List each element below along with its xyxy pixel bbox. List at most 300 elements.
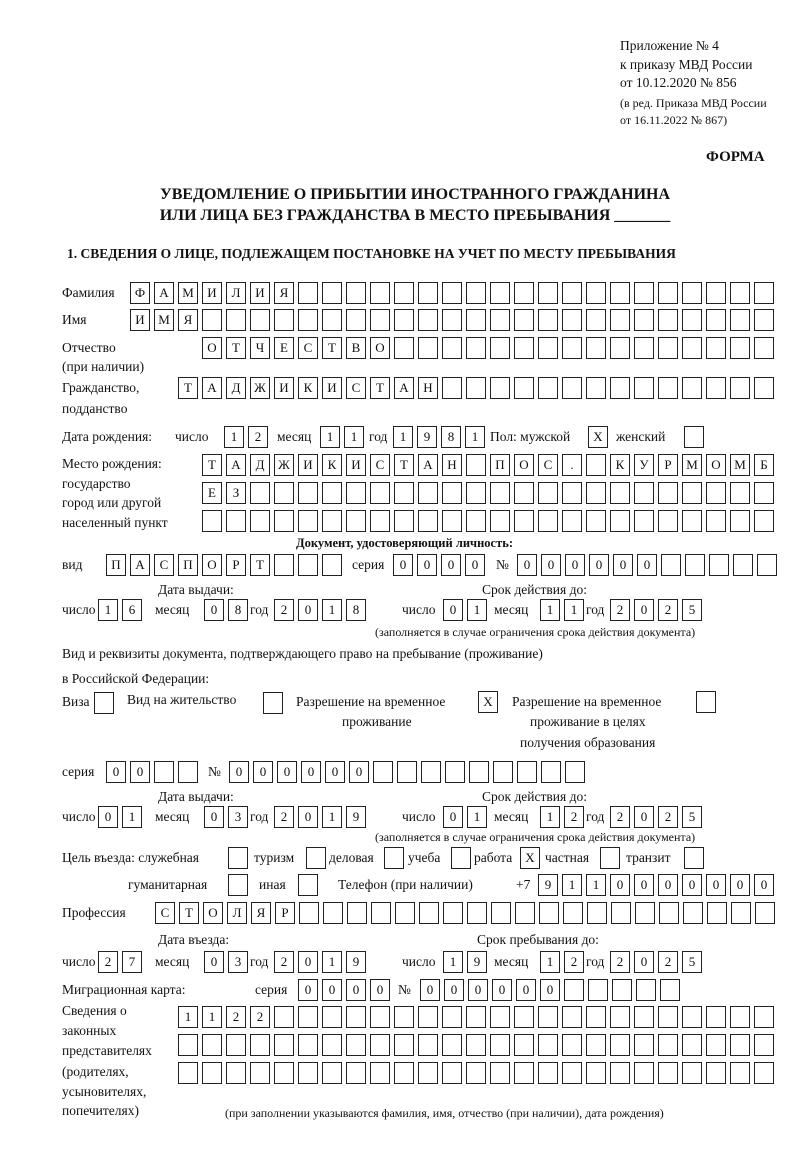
- char-cell[interactable]: [706, 1034, 726, 1056]
- stay-month-field[interactable]: [540, 951, 584, 973]
- char-cell[interactable]: Б: [754, 454, 774, 476]
- char-cell[interactable]: [322, 309, 342, 331]
- char-cell[interactable]: [491, 902, 511, 924]
- purpose-service-checkbox[interactable]: [228, 847, 248, 869]
- char-cell[interactable]: [226, 1034, 246, 1056]
- char-cell[interactable]: [706, 482, 726, 504]
- char-cell[interactable]: 9: [346, 806, 366, 828]
- char-cell[interactable]: [346, 482, 366, 504]
- char-cell[interactable]: [228, 874, 248, 896]
- char-cell[interactable]: [298, 874, 318, 896]
- doc-type-field[interactable]: [106, 554, 342, 576]
- char-cell[interactable]: [250, 482, 270, 504]
- char-cell[interactable]: [755, 902, 775, 924]
- char-cell[interactable]: [394, 1034, 414, 1056]
- char-cell[interactable]: [394, 337, 414, 359]
- permit-valid-year[interactable]: [610, 806, 702, 828]
- char-cell[interactable]: [370, 1034, 390, 1056]
- char-cell[interactable]: 0: [637, 554, 657, 576]
- char-cell[interactable]: [274, 1034, 294, 1056]
- char-cell[interactable]: 8: [346, 599, 366, 621]
- char-cell[interactable]: [298, 1062, 318, 1084]
- char-cell[interactable]: 2: [564, 951, 584, 973]
- char-cell[interactable]: [274, 1006, 294, 1028]
- char-cell[interactable]: [730, 282, 750, 304]
- char-cell[interactable]: [682, 1006, 702, 1028]
- char-cell[interactable]: Н: [442, 454, 462, 476]
- char-cell[interactable]: [298, 554, 318, 576]
- char-cell[interactable]: 0: [682, 874, 702, 896]
- char-cell[interactable]: [612, 979, 632, 1001]
- char-cell[interactable]: [706, 337, 726, 359]
- char-cell[interactable]: С: [154, 554, 174, 576]
- entry-year-field[interactable]: [274, 951, 366, 973]
- char-cell[interactable]: [562, 377, 582, 399]
- char-cell[interactable]: 0: [443, 806, 463, 828]
- char-cell[interactable]: [634, 309, 654, 331]
- representatives-row-1[interactable]: [178, 1006, 774, 1028]
- char-cell[interactable]: 0: [754, 874, 774, 896]
- char-cell[interactable]: О: [202, 554, 222, 576]
- char-cell[interactable]: [658, 1062, 678, 1084]
- char-cell[interactable]: [419, 902, 439, 924]
- char-cell[interactable]: 0: [98, 806, 118, 828]
- permit-valid-month[interactable]: [540, 806, 584, 828]
- char-cell[interactable]: [466, 482, 486, 504]
- char-cell[interactable]: [370, 282, 390, 304]
- char-cell[interactable]: 2: [248, 426, 268, 448]
- char-cell[interactable]: [706, 1062, 726, 1084]
- phone-field[interactable]: [538, 874, 774, 896]
- char-cell[interactable]: С: [370, 454, 390, 476]
- char-cell[interactable]: [250, 510, 270, 532]
- char-cell[interactable]: [442, 1034, 462, 1056]
- char-cell[interactable]: Д: [250, 454, 270, 476]
- char-cell[interactable]: Т: [178, 377, 198, 399]
- char-cell[interactable]: 0: [730, 874, 750, 896]
- char-cell[interactable]: [178, 1034, 198, 1056]
- char-cell[interactable]: [514, 377, 534, 399]
- char-cell[interactable]: .: [562, 454, 582, 476]
- char-cell[interactable]: 1: [586, 874, 606, 896]
- char-cell[interactable]: [706, 377, 726, 399]
- permit-number-field[interactable]: [229, 761, 585, 783]
- char-cell[interactable]: [658, 482, 678, 504]
- char-cell[interactable]: 0: [610, 874, 630, 896]
- char-cell[interactable]: [541, 761, 561, 783]
- char-cell[interactable]: 1: [562, 874, 582, 896]
- char-cell[interactable]: С: [298, 337, 318, 359]
- char-cell[interactable]: 2: [610, 806, 630, 828]
- char-cell[interactable]: [490, 482, 510, 504]
- char-cell[interactable]: 1: [320, 426, 340, 448]
- patronymic-field[interactable]: [202, 337, 774, 359]
- char-cell[interactable]: 1: [98, 599, 118, 621]
- purpose-other-checkbox[interactable]: [298, 874, 318, 896]
- char-cell[interactable]: 1: [467, 806, 487, 828]
- char-cell[interactable]: 0: [589, 554, 609, 576]
- char-cell[interactable]: [466, 309, 486, 331]
- char-cell[interactable]: [682, 377, 702, 399]
- migration-series-field[interactable]: [298, 979, 390, 1001]
- char-cell[interactable]: [469, 761, 489, 783]
- char-cell[interactable]: 2: [274, 951, 294, 973]
- char-cell[interactable]: [730, 377, 750, 399]
- char-cell[interactable]: 0: [130, 761, 150, 783]
- char-cell[interactable]: 0: [346, 979, 366, 1001]
- char-cell[interactable]: [346, 510, 366, 532]
- char-cell[interactable]: [418, 309, 438, 331]
- char-cell[interactable]: [754, 377, 774, 399]
- char-cell[interactable]: О: [370, 337, 390, 359]
- char-cell[interactable]: 8: [228, 599, 248, 621]
- char-cell[interactable]: [394, 1062, 414, 1084]
- char-cell[interactable]: [298, 1034, 318, 1056]
- char-cell[interactable]: Р: [226, 554, 246, 576]
- char-cell[interactable]: Т: [394, 454, 414, 476]
- purpose-private-checkbox[interactable]: [600, 847, 620, 869]
- char-cell[interactable]: [514, 510, 534, 532]
- char-cell[interactable]: А: [130, 554, 150, 576]
- residence-checkbox[interactable]: [263, 692, 283, 714]
- purpose-work-checkbox[interactable]: [520, 847, 540, 869]
- issue-month-field[interactable]: [204, 599, 248, 621]
- char-cell[interactable]: [514, 1062, 534, 1084]
- char-cell[interactable]: [586, 510, 606, 532]
- char-cell[interactable]: [754, 309, 774, 331]
- profession-field[interactable]: [155, 902, 775, 924]
- char-cell[interactable]: [539, 902, 559, 924]
- char-cell[interactable]: [586, 337, 606, 359]
- char-cell[interactable]: [562, 482, 582, 504]
- char-cell[interactable]: [709, 554, 729, 576]
- char-cell[interactable]: 1: [322, 806, 342, 828]
- visa-checkbox[interactable]: [94, 692, 114, 714]
- char-cell[interactable]: Я: [251, 902, 271, 924]
- char-cell[interactable]: [706, 1006, 726, 1028]
- char-cell[interactable]: [466, 1062, 486, 1084]
- char-cell[interactable]: 9: [538, 874, 558, 896]
- char-cell[interactable]: [538, 282, 558, 304]
- char-cell[interactable]: Л: [226, 282, 246, 304]
- char-cell[interactable]: М: [682, 454, 702, 476]
- char-cell[interactable]: [373, 761, 393, 783]
- char-cell[interactable]: [490, 377, 510, 399]
- char-cell[interactable]: 0: [441, 554, 461, 576]
- char-cell[interactable]: М: [730, 454, 750, 476]
- char-cell[interactable]: [395, 902, 415, 924]
- char-cell[interactable]: [754, 1062, 774, 1084]
- purpose-tourism-checkbox[interactable]: [306, 847, 326, 869]
- char-cell[interactable]: П: [178, 554, 198, 576]
- char-cell[interactable]: 0: [325, 761, 345, 783]
- char-cell[interactable]: 1: [122, 806, 142, 828]
- char-cell[interactable]: [442, 377, 462, 399]
- char-cell[interactable]: [707, 902, 727, 924]
- char-cell[interactable]: О: [202, 337, 222, 359]
- char-cell[interactable]: [514, 282, 534, 304]
- char-cell[interactable]: О: [706, 454, 726, 476]
- birth-year-field[interactable]: [393, 426, 485, 448]
- char-cell[interactable]: [466, 454, 486, 476]
- char-cell[interactable]: [586, 454, 606, 476]
- char-cell[interactable]: [600, 847, 620, 869]
- char-cell[interactable]: [154, 761, 174, 783]
- char-cell[interactable]: [466, 510, 486, 532]
- purpose-humanitarian-checkbox[interactable]: [228, 874, 248, 896]
- char-cell[interactable]: [347, 902, 367, 924]
- char-cell[interactable]: И: [130, 309, 150, 331]
- name-field[interactable]: [130, 309, 774, 331]
- char-cell[interactable]: С: [155, 902, 175, 924]
- char-cell[interactable]: 5: [682, 806, 702, 828]
- char-cell[interactable]: [562, 337, 582, 359]
- char-cell[interactable]: [490, 1034, 510, 1056]
- char-cell[interactable]: К: [610, 454, 630, 476]
- char-cell[interactable]: 0: [393, 554, 413, 576]
- char-cell[interactable]: 0: [204, 599, 224, 621]
- char-cell[interactable]: [394, 482, 414, 504]
- char-cell[interactable]: [562, 1062, 582, 1084]
- char-cell[interactable]: П: [106, 554, 126, 576]
- representatives-row-2[interactable]: [178, 1034, 774, 1056]
- char-cell[interactable]: [634, 1062, 654, 1084]
- char-cell[interactable]: Е: [202, 482, 222, 504]
- birthplace-row-1[interactable]: [202, 454, 774, 476]
- char-cell[interactable]: [370, 309, 390, 331]
- char-cell[interactable]: [586, 309, 606, 331]
- char-cell[interactable]: А: [202, 377, 222, 399]
- char-cell[interactable]: [706, 309, 726, 331]
- char-cell[interactable]: 0: [204, 951, 224, 973]
- char-cell[interactable]: [730, 482, 750, 504]
- char-cell[interactable]: [563, 902, 583, 924]
- char-cell[interactable]: [228, 847, 248, 869]
- char-cell[interactable]: [466, 282, 486, 304]
- char-cell[interactable]: [451, 847, 471, 869]
- char-cell[interactable]: [658, 1034, 678, 1056]
- char-cell[interactable]: [298, 282, 318, 304]
- char-cell[interactable]: [94, 692, 114, 714]
- char-cell[interactable]: 9: [417, 426, 437, 448]
- char-cell[interactable]: [635, 902, 655, 924]
- char-cell[interactable]: 2: [658, 806, 678, 828]
- char-cell[interactable]: 5: [682, 951, 702, 973]
- char-cell[interactable]: 1: [465, 426, 485, 448]
- char-cell[interactable]: [346, 282, 366, 304]
- char-cell[interactable]: И: [202, 282, 222, 304]
- char-cell[interactable]: [490, 309, 510, 331]
- char-cell[interactable]: 2: [250, 1006, 270, 1028]
- char-cell[interactable]: [610, 510, 630, 532]
- char-cell[interactable]: [394, 282, 414, 304]
- char-cell[interactable]: [514, 1006, 534, 1028]
- char-cell[interactable]: 0: [370, 979, 390, 1001]
- char-cell[interactable]: [634, 510, 654, 532]
- char-cell[interactable]: 1: [540, 599, 560, 621]
- male-checkbox[interactable]: [588, 426, 608, 448]
- char-cell[interactable]: 1: [393, 426, 413, 448]
- char-cell[interactable]: 3: [228, 806, 248, 828]
- char-cell[interactable]: [538, 337, 558, 359]
- char-cell[interactable]: И: [322, 377, 342, 399]
- char-cell[interactable]: [274, 1062, 294, 1084]
- char-cell[interactable]: И: [346, 454, 366, 476]
- char-cell[interactable]: Ж: [274, 454, 294, 476]
- char-cell[interactable]: X: [588, 426, 608, 448]
- char-cell[interactable]: 0: [634, 599, 654, 621]
- char-cell[interactable]: [683, 902, 703, 924]
- char-cell[interactable]: [754, 337, 774, 359]
- char-cell[interactable]: [658, 282, 678, 304]
- char-cell[interactable]: [493, 761, 513, 783]
- char-cell[interactable]: [370, 1062, 390, 1084]
- char-cell[interactable]: [684, 847, 704, 869]
- char-cell[interactable]: [682, 1062, 702, 1084]
- char-cell[interactable]: [202, 1062, 222, 1084]
- char-cell[interactable]: [634, 282, 654, 304]
- char-cell[interactable]: У: [634, 454, 654, 476]
- char-cell[interactable]: [730, 510, 750, 532]
- stay-year-field[interactable]: [610, 951, 702, 973]
- char-cell[interactable]: [298, 1006, 318, 1028]
- char-cell[interactable]: [658, 337, 678, 359]
- permit-series-field[interactable]: [106, 761, 198, 783]
- char-cell[interactable]: [384, 847, 404, 869]
- char-cell[interactable]: [754, 1006, 774, 1028]
- char-cell[interactable]: [370, 1006, 390, 1028]
- char-cell[interactable]: [299, 902, 319, 924]
- char-cell[interactable]: О: [514, 454, 534, 476]
- char-cell[interactable]: [250, 309, 270, 331]
- char-cell[interactable]: [490, 282, 510, 304]
- female-checkbox[interactable]: [684, 426, 704, 448]
- char-cell[interactable]: X: [478, 691, 498, 713]
- char-cell[interactable]: [514, 482, 534, 504]
- char-cell[interactable]: Е: [274, 337, 294, 359]
- char-cell[interactable]: А: [154, 282, 174, 304]
- char-cell[interactable]: 1: [344, 426, 364, 448]
- char-cell[interactable]: 0: [204, 806, 224, 828]
- char-cell[interactable]: [754, 510, 774, 532]
- char-cell[interactable]: 1: [540, 806, 560, 828]
- stay-day-field[interactable]: [443, 951, 487, 973]
- char-cell[interactable]: [586, 482, 606, 504]
- char-cell[interactable]: [274, 309, 294, 331]
- char-cell[interactable]: [682, 309, 702, 331]
- char-cell[interactable]: 0: [106, 761, 126, 783]
- char-cell[interactable]: [538, 309, 558, 331]
- char-cell[interactable]: [685, 554, 705, 576]
- char-cell[interactable]: [442, 282, 462, 304]
- char-cell[interactable]: [394, 1006, 414, 1028]
- char-cell[interactable]: 0: [706, 874, 726, 896]
- char-cell[interactable]: И: [250, 282, 270, 304]
- char-cell[interactable]: 2: [610, 951, 630, 973]
- char-cell[interactable]: К: [298, 377, 318, 399]
- permit-issue-day[interactable]: [98, 806, 142, 828]
- char-cell[interactable]: И: [298, 454, 318, 476]
- char-cell[interactable]: [538, 1006, 558, 1028]
- char-cell[interactable]: [178, 761, 198, 783]
- char-cell[interactable]: П: [490, 454, 510, 476]
- char-cell[interactable]: 0: [298, 806, 318, 828]
- char-cell[interactable]: [565, 761, 585, 783]
- char-cell[interactable]: [418, 482, 438, 504]
- char-cell[interactable]: 1: [322, 951, 342, 973]
- char-cell[interactable]: А: [418, 454, 438, 476]
- char-cell[interactable]: [514, 337, 534, 359]
- birthplace-row-3[interactable]: [202, 510, 774, 532]
- char-cell[interactable]: 6: [122, 599, 142, 621]
- char-cell[interactable]: Р: [275, 902, 295, 924]
- char-cell[interactable]: [730, 1034, 750, 1056]
- char-cell[interactable]: 1: [540, 951, 560, 973]
- char-cell[interactable]: [634, 337, 654, 359]
- char-cell[interactable]: [564, 979, 584, 1001]
- char-cell[interactable]: [562, 1006, 582, 1028]
- doc-number-field[interactable]: [517, 554, 777, 576]
- char-cell[interactable]: [346, 1062, 366, 1084]
- char-cell[interactable]: 0: [658, 874, 678, 896]
- surname-field[interactable]: [130, 282, 774, 304]
- char-cell[interactable]: X: [520, 847, 540, 869]
- char-cell[interactable]: 1: [178, 1006, 198, 1028]
- valid-day-field[interactable]: [443, 599, 487, 621]
- char-cell[interactable]: [466, 337, 486, 359]
- char-cell[interactable]: [731, 902, 751, 924]
- char-cell[interactable]: 0: [634, 806, 654, 828]
- char-cell[interactable]: [538, 510, 558, 532]
- char-cell[interactable]: [611, 902, 631, 924]
- char-cell[interactable]: [754, 282, 774, 304]
- valid-year-field[interactable]: [610, 599, 702, 621]
- char-cell[interactable]: Ч: [250, 337, 270, 359]
- char-cell[interactable]: 0: [349, 761, 369, 783]
- char-cell[interactable]: [442, 337, 462, 359]
- char-cell[interactable]: [298, 309, 318, 331]
- char-cell[interactable]: 1: [322, 599, 342, 621]
- char-cell[interactable]: [442, 510, 462, 532]
- char-cell[interactable]: [682, 282, 702, 304]
- char-cell[interactable]: [658, 309, 678, 331]
- char-cell[interactable]: [346, 1034, 366, 1056]
- char-cell[interactable]: [322, 554, 342, 576]
- representatives-row-3[interactable]: [178, 1062, 774, 1084]
- char-cell[interactable]: 0: [298, 599, 318, 621]
- char-cell[interactable]: [684, 426, 704, 448]
- char-cell[interactable]: О: [203, 902, 223, 924]
- char-cell[interactable]: [562, 1034, 582, 1056]
- char-cell[interactable]: 3: [228, 951, 248, 973]
- char-cell[interactable]: [682, 337, 702, 359]
- char-cell[interactable]: С: [346, 377, 366, 399]
- char-cell[interactable]: [586, 1062, 606, 1084]
- char-cell[interactable]: [490, 510, 510, 532]
- char-cell[interactable]: [586, 377, 606, 399]
- char-cell[interactable]: 0: [443, 599, 463, 621]
- char-cell[interactable]: 2: [610, 599, 630, 621]
- char-cell[interactable]: 2: [658, 951, 678, 973]
- char-cell[interactable]: С: [538, 454, 558, 476]
- char-cell[interactable]: [323, 902, 343, 924]
- char-cell[interactable]: [322, 1006, 342, 1028]
- char-cell[interactable]: [226, 1062, 246, 1084]
- char-cell[interactable]: [757, 554, 777, 576]
- char-cell[interactable]: 0: [322, 979, 342, 1001]
- migration-number-field[interactable]: [420, 979, 680, 1001]
- purpose-transit-checkbox[interactable]: [684, 847, 704, 869]
